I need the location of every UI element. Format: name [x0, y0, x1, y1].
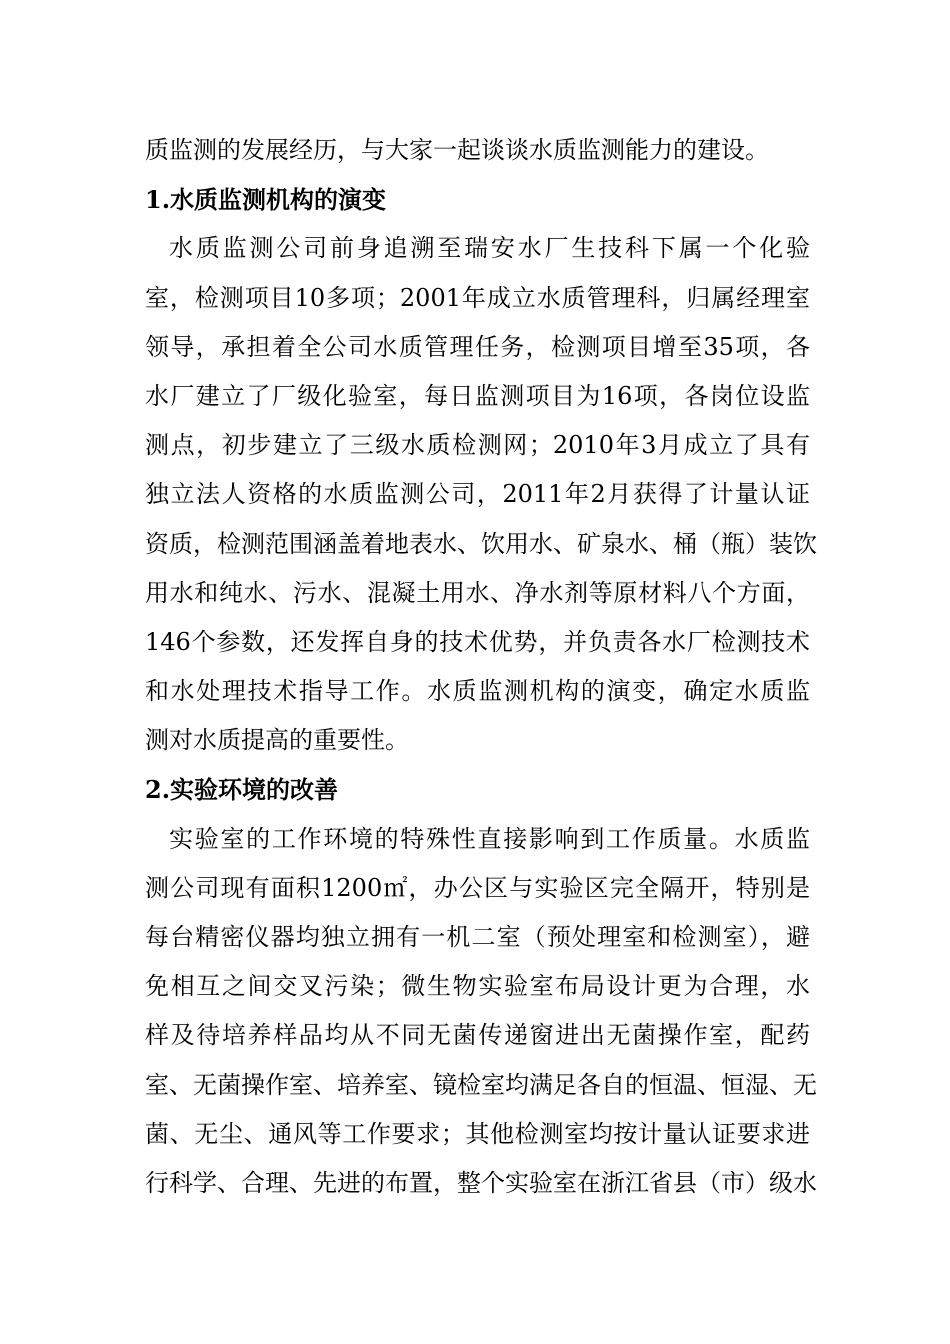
section1-line: 资质，检测范围涵盖着地表水、饮用水、矿泉水、桶（瓶）装饮: [145, 529, 817, 558]
section2-line: 行科学、合理、先进的布置，整个实验室在浙江省县（市）级水: [145, 1168, 817, 1197]
intro-line: 质监测的发展经历，与大家一起谈谈水质监测能力的建设。: [145, 136, 769, 164]
section2-line: 免相互之间交叉污染；微生物实验室布局设计更为合理，水: [145, 972, 810, 1001]
section1-line: 领导，承担着全公司水质管理任务，检测项目增至35项，各: [145, 332, 810, 361]
section1-line: 测点，初步建立了三级水质检测网；2010年3月成立了具有: [145, 431, 810, 460]
section-heading-1: 1.水质监测机构的演变: [145, 185, 387, 215]
section1-line: 独立法人资格的水质监测公司，2011年2月获得了计量认证: [145, 480, 810, 509]
section2-line: 每台精密仪器均独立拥有一机二室（预处理室和检测室），避: [145, 923, 810, 951]
section2-line: 实验室的工作环境的特殊性直接影响到工作质量。水质监: [169, 824, 810, 853]
section1-line: 测对水质提高的重要性。: [145, 726, 409, 755]
section2-line: 室、无菌操作室、培养室、镜检室均满足各自的恒温、恒湿、无: [145, 1070, 817, 1099]
section2-line: 测公司现有面积1200㎡，办公区与实验区完全隔开，特别是: [145, 873, 810, 902]
section2-line: 样及待培养样品均从不同无菌传递窗进出无菌操作室，配药: [145, 1021, 810, 1050]
section1-line: 146个参数，还发挥自身的技术优势，并负责各水厂检测技术: [145, 627, 810, 656]
section-heading-2: 2.实验环境的改善: [145, 775, 339, 805]
section1-line: 水厂建立了厂级化验室，每日监测项目为16项，各岗位设监: [145, 381, 810, 410]
section2-line: 菌、无尘、通风等工作要求；其他检测室均按计量认证要求进: [145, 1119, 810, 1148]
section1-line: 水质监测公司前身追溯至瑞安水厂生技科下属一个化验: [169, 234, 810, 263]
document-body: [145, 126, 817, 1208]
section1-line: 室，检测项目10多项；2001年成立水质管理科，归属经理室: [145, 283, 810, 312]
section1-line: 用水和纯水、污水、混凝土用水、净水剂等原材料八个方面，: [145, 578, 810, 607]
section1-line: 和水处理技术指导工作。水质监测机构的演变，确定水质监: [145, 677, 810, 706]
